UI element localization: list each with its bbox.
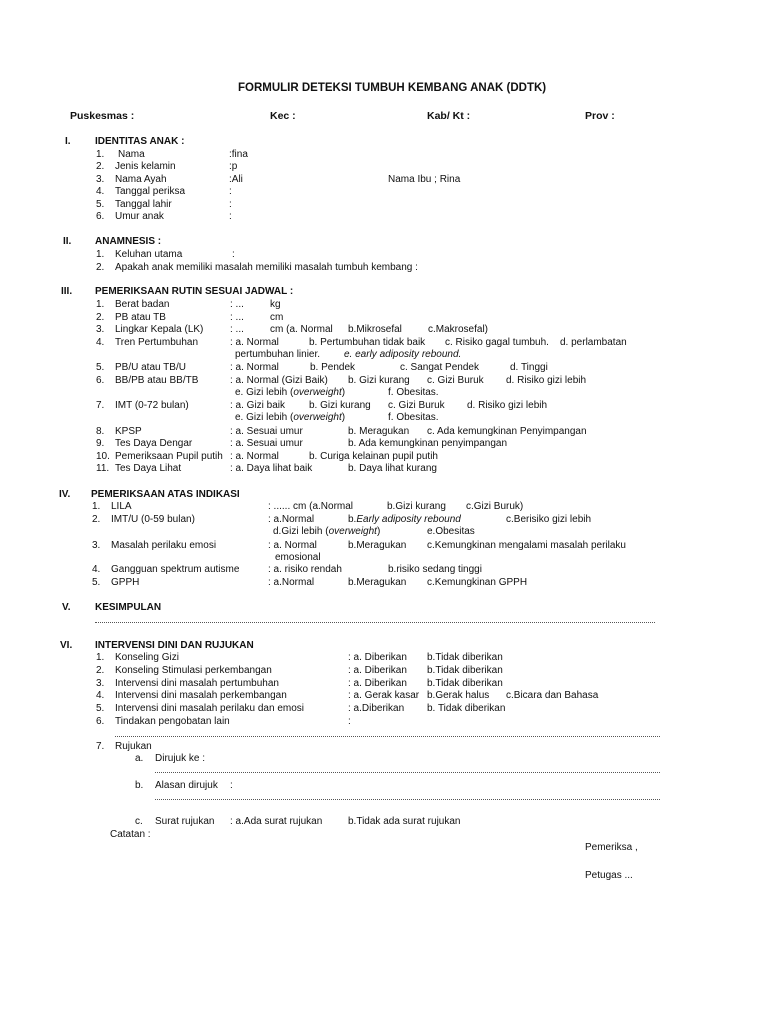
section-5-number: V. (62, 602, 71, 613)
s3-r10-b: b. Curiga kelainan pupil putih (309, 451, 438, 462)
s6-ra-num: a. (135, 753, 144, 764)
s4-r3-num: 3. (92, 540, 101, 551)
s3-r1-a: : ... (230, 299, 244, 310)
s6-r5-label: Intervensi dini masalah perilaku dan emosi (115, 703, 304, 714)
s3-r6-num: 6. (96, 375, 105, 386)
s3-r8-c: c. Ada kemungkinan Penyimpangan (427, 426, 587, 437)
catatan-label: Catatan : (110, 829, 151, 840)
s4-r3-c: c.Kemungkinan mengalami masalah perilaku (427, 540, 626, 551)
s3-r1-label: Berat badan (115, 299, 170, 310)
s3-r5-label: PB/U atau TB/U (115, 362, 186, 373)
s1-item-1-num: 1. (96, 149, 105, 160)
s1-item-6-value: : (229, 211, 232, 222)
s4-r3-b: b.Meragukan (348, 540, 407, 551)
s3-r6-f: f. Obesitas. (388, 387, 439, 398)
s3-r5-a: : a. Normal (230, 362, 279, 373)
section-5-title: KESIMPULAN (95, 602, 162, 613)
s3-r10-num: 10. (96, 451, 110, 462)
s1-item-4-value: : (229, 186, 232, 197)
s3-r3-a: : ... (230, 324, 244, 335)
s3-r5-d: d. Tinggi (510, 362, 548, 373)
s1-item-6-num: 6. (96, 211, 105, 222)
s6-rc-b: b.Tidak ada surat rujukan (348, 816, 461, 827)
s3-r3-c: b.Mikrosefal (348, 324, 402, 335)
s6-rc-a: : a.Ada surat rujukan (230, 816, 323, 827)
s3-r1-num: 1. (96, 299, 105, 310)
s3-r7-e: e. Gizi lebih (overweight) (235, 412, 346, 423)
s3-r7-c: c. Gizi Buruk (388, 400, 445, 411)
s3-r7-b: b. Gizi kurang (309, 400, 371, 411)
alasan-dotted-line (155, 799, 660, 800)
s3-r6-e: e. Gizi lebih (overweight) (235, 387, 346, 398)
section-1-title: IDENTITAS ANAK : (95, 136, 185, 147)
s3-r6-label: BB/PB atau BB/TB (115, 375, 199, 386)
section-4-title: PEMERIKSAAN ATAS INDIKASI (91, 489, 240, 500)
s6-r5-num: 5. (96, 703, 105, 714)
s3-r3-num: 3. (96, 324, 105, 335)
s6-r4-a: : a. Gerak kasar (348, 690, 420, 701)
s1-item-4-num: 4. (96, 186, 105, 197)
prov-label: Prov : (585, 110, 615, 122)
s6-rb-num: b. (135, 780, 144, 791)
s2-item-2-num: 2. (96, 262, 105, 273)
s6-r2-label: Konseling Stimulasi perkembangan (115, 665, 272, 676)
s4-r1-c: c.Gizi Buruk) (466, 501, 524, 512)
s3-r2-b: cm (270, 312, 284, 323)
s6-ra-label: Dirujuk ke : (155, 753, 206, 764)
s3-r4-b: b. Pertumbuhan tidak baik (309, 337, 426, 348)
s2-item-1-num: 1. (96, 249, 105, 260)
puskesmas-label: Puskesmas : (70, 110, 135, 122)
s3-r2-a: : ... (230, 312, 244, 323)
s3-r8-label: KPSP (115, 426, 142, 437)
s6-r2-a: : a. Diberikan (348, 665, 407, 676)
s3-r8-num: 8. (96, 426, 105, 437)
s4-r3-label: Masalah perilaku emosi (111, 540, 217, 551)
s1-item-2-label: Jenis kelamin (115, 161, 176, 172)
s3-r7-d: d. Risiko gizi lebih (467, 400, 548, 411)
s1-item-2-value: :p (229, 161, 238, 172)
s3-r2-num: 2. (96, 312, 105, 323)
s3-r4-a: : a. Normal (230, 337, 279, 348)
s1-item-1-label: Nama (118, 149, 145, 160)
s4-r1-a: : ...... cm (a.Normal (268, 501, 354, 512)
pengobatan-dotted-line (115, 736, 660, 737)
s4-r5-a: : a.Normal (268, 577, 315, 588)
s6-r3-a: : a. Diberikan (348, 678, 407, 689)
s6-r5-a: : a.Diberikan (348, 703, 405, 714)
s3-r10-a: : a. Normal (230, 451, 279, 462)
s1-item-3-value: :Ali (229, 174, 243, 185)
s4-r3-c2: emosional (275, 552, 321, 563)
section-6-title: INTERVENSI DINI DAN RUJUKAN (95, 640, 254, 651)
s3-r3-d: c.Makrosefal) (428, 324, 489, 335)
s6-r6-a: : (348, 716, 351, 727)
s6-r1-label: Konseling Gizi (115, 652, 179, 663)
s4-r5-b: b.Meragukan (348, 577, 407, 588)
s3-r11-a: : a. Daya lihat baik (230, 463, 313, 474)
s4-r2-num: 2. (92, 514, 101, 525)
s3-r8-b: b. Meragukan (348, 426, 410, 437)
s3-r9-b: b. Ada kemungkinan penyimpangan (348, 438, 508, 449)
s6-rc-label: Surat rujukan (155, 816, 215, 827)
petugas-label: Petugas ... (585, 870, 633, 881)
s3-r9-label: Tes Daya Dengar (115, 438, 193, 449)
s6-r3-b: b.Tidak diberikan (427, 678, 503, 689)
s3-r5-b: b. Pendek (310, 362, 356, 373)
s4-r4-num: 4. (92, 564, 101, 575)
s3-r6-a: : a. Normal (Gizi Baik) (230, 375, 328, 386)
s3-r6-d: d. Risiko gizi lebih (506, 375, 587, 386)
s4-r5-c: c.Kemungkinan GPPH (427, 577, 528, 588)
s3-r2-label: PB atau TB (115, 312, 166, 323)
s6-r4-b: b.Gerak halus (427, 690, 490, 701)
s6-r2-b: b.Tidak diberikan (427, 665, 503, 676)
s6-r2-num: 2. (96, 665, 105, 676)
s3-r4-label: Tren Pertumbuhan (115, 337, 199, 348)
section-4-number: IV. (59, 489, 71, 500)
s6-r3-num: 3. (96, 678, 105, 689)
s3-r11-b: b. Daya lihat kurang (348, 463, 437, 474)
s3-r4-d: d. perlambatan (560, 337, 627, 348)
s4-r1-num: 1. (92, 501, 101, 512)
s1-item-5-value: : (229, 199, 232, 210)
s4-r2-label: IMT/U (0-59 bulan) (111, 514, 195, 525)
s3-r7-f: f. Obesitas. (388, 412, 439, 423)
s6-r6-num: 6. (96, 716, 105, 727)
s3-r3-label: Lingkar Kepala (LK) (115, 324, 204, 335)
s3-r4-line2: pertumbuhan linier. (235, 349, 321, 360)
kab-label: Kab/ Kt : (427, 110, 471, 122)
kec-label: Kec : (270, 110, 296, 122)
s4-r4-label: Gangguan spektrum autisme (111, 564, 240, 575)
s4-r4-a: : a. risiko rendah (268, 564, 342, 575)
s1-item-5-label: Tanggal lahir (115, 199, 172, 210)
s3-r3-b: cm (a. Normal (270, 324, 333, 335)
dirujuk-dotted-line (155, 772, 660, 773)
s6-r4-label: Intervensi dini masalah perkembangan (115, 690, 287, 701)
s4-r4-b: b.risiko sedang tinggi (388, 564, 482, 575)
section-2-number: II. (63, 236, 72, 247)
s4-r2-c: c.Berisiko gizi lebih (506, 514, 592, 525)
pemeriksa-label: Pemeriksa , (585, 842, 638, 853)
s3-r7-num: 7. (96, 400, 105, 411)
s6-r4-c: c.Bicara dan Bahasa (506, 690, 599, 701)
s6-r6-label: Tindakan pengobatan lain (115, 716, 230, 727)
s1-item-1-value: :fina (229, 149, 248, 160)
s6-r1-num: 1. (96, 652, 105, 663)
s3-r4-e: e. early adiposity rebound. (344, 349, 462, 360)
s3-r8-a: : a. Sesuai umur (230, 426, 303, 437)
s2-item-1-value: : (232, 249, 235, 260)
form-title: FORMULIR DETEKSI TUMBUH KEMBANG ANAK (DDTK) (238, 82, 547, 94)
kesimpulan-dotted-line (95, 622, 655, 623)
s6-r1-b: b.Tidak diberikan (427, 652, 503, 663)
s6-r7-num: 7. (96, 741, 105, 752)
section-6-number: VI. (60, 640, 73, 651)
s4-r2-e: e.Obesitas (427, 526, 475, 537)
section-3-title: PEMERIKSAAN RUTIN SESUAI JADWAL : (95, 286, 294, 297)
s3-r7-label: IMT (0-72 bulan) (115, 400, 189, 411)
s1-item-5-num: 5. (96, 199, 105, 210)
s1-item-3-extra: Nama Ibu ; Rina (388, 174, 461, 185)
s4-r2-a: : a.Normal (268, 514, 315, 525)
s3-r4-c: c. Risiko gagal tumbuh. (445, 337, 549, 348)
s6-r4-num: 4. (96, 690, 105, 701)
s6-rb-a: : (230, 780, 233, 791)
section-2-title: ANAMNESIS : (95, 236, 162, 247)
s6-r1-a: : a. Diberikan (348, 652, 407, 663)
section-1-number: I. (65, 136, 71, 147)
s3-r11-num: 11. (96, 463, 110, 474)
s6-r3-label: Intervensi dini masalah pertumbuhan (115, 678, 279, 689)
s3-r7-a: : a. Gizi baik (230, 400, 286, 411)
s3-r10-label: Pemeriksaan Pupil putih (115, 451, 223, 462)
s4-r3-a: : a. Normal (268, 540, 317, 551)
s6-r5-b: b. Tidak diberikan (427, 703, 506, 714)
s4-r1-label: LILA (111, 501, 132, 512)
s3-r9-a: : a. Sesuai umur (230, 438, 303, 449)
s1-item-4-label: Tanggal periksa (115, 186, 186, 197)
section-3-number: III. (61, 286, 73, 297)
s2-item-1-label: Keluhan utama (115, 249, 183, 260)
s6-rc-num: c. (135, 816, 143, 827)
s3-r5-c: c. Sangat Pendek (400, 362, 479, 373)
s3-r5-num: 5. (96, 362, 105, 373)
s6-rb-label: Alasan dirujuk (155, 780, 218, 791)
s1-item-2-num: 2. (96, 161, 105, 172)
s2-item-2-label: Apakah anak memiliki masalah memiliki masalah tumbuh kembang : (115, 262, 418, 273)
s4-r5-num: 5. (92, 577, 101, 588)
s3-r9-num: 9. (96, 438, 105, 449)
s1-item-3-label: Nama Ayah (115, 174, 167, 185)
s4-r2-b: b.Early adiposity rebound (348, 514, 461, 525)
s3-r4-num: 4. (96, 337, 105, 348)
s3-r11-label: Tes Daya Lihat (115, 463, 182, 474)
s3-r6-c: c. Gizi Buruk (427, 375, 484, 386)
s3-r6-b: b. Gizi kurang (348, 375, 410, 386)
s6-r7-label: Rujukan (115, 741, 152, 752)
s1-item-6-label: Umur anak (115, 211, 164, 222)
s4-r1-b: b.Gizi kurang (387, 501, 446, 512)
s1-item-3-num: 3. (96, 174, 105, 185)
s3-r1-b: kg (270, 299, 281, 310)
s4-r2-d: d.Gizi lebih (overweight) (273, 526, 381, 537)
s4-r5-label: GPPH (111, 577, 140, 588)
